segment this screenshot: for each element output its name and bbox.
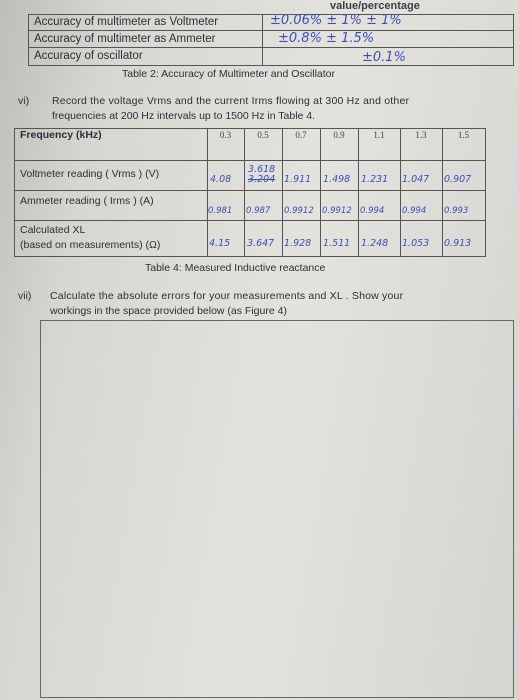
section-vi-instruction-line2: frequencies at 200 Hz intervals up to 1500 Hz in Table 4. [52,110,316,122]
calculated-xl-value: 1.053 [402,238,430,249]
table2-row-ammeter-label: Accuracy of multimeter as Ammeter [34,33,216,45]
table4-voltmeter-label: Voltmeter reading ( Vrms ) (V) [20,168,160,180]
voltmeter-value: 1.047 [402,174,430,185]
table2-row-oscillator-label: Accuracy of oscillator [34,50,143,62]
table4-caption: Table 4: Measured Inductive reactance [145,262,326,274]
frequency-value: 0.7 [295,130,307,140]
frequency-value: 0.9 [333,130,345,140]
frequency-value: 0.3 [219,130,232,140]
frequency-value: 1.5 [457,130,470,140]
voltmeter-value: 1.498 [323,174,351,185]
calculated-xl-value: 1.511 [323,238,351,249]
table4-calculated-sublabel: (based on measurements) (Ω) [20,239,161,251]
voltmeter-value: 3.618 [248,164,276,175]
ammeter-value: 0.994 [360,206,385,216]
calculated-xl-value: 1.248 [361,238,389,249]
calculated-xl-value: 3.647 [247,238,275,249]
ammeter-value: 0.994 [402,206,427,216]
table4-ammeter-label: Ammeter reading ( Irms ) (A) [20,195,154,207]
voltmeter-value: 4.08 [210,174,232,185]
calculated-xl-value: 4.15 [209,238,231,249]
section-vi-number: vi) [18,95,30,107]
calculated-xl-value: 1.928 [284,238,312,249]
ammeter-value: 0.9912 [284,206,314,216]
ammeter-value: 0.987 [246,206,271,216]
section-vii-number: vii) [18,290,32,302]
ammeter-value: 0.981 [208,206,233,216]
table4-calculated-label: Calculated XL [20,224,86,236]
table2-row-ammeter-value: ±0.8% ± 1.5% [278,31,375,46]
frequency-value: 1.1 [373,130,385,140]
section-vii-instruction-line1: Calculate the absolute errors for your measurements and XL . Show your [50,290,404,302]
voltmeter-value: 0.907 [444,174,472,185]
section-vii-instruction-line2: workings in the space provided below (as Figure 4) [50,305,287,317]
table2-caption: Table 2: Accuracy of Multimeter and Oscillator [122,68,336,80]
ammeter-value: 0.993 [444,206,469,216]
frequency-value: 0.5 [257,130,269,140]
voltmeter-value: 1.231 [361,174,389,185]
calculated-xl-value: 0.913 [444,238,472,249]
voltmeter-struck-value: 3.204 [248,174,276,185]
table4-frequency-label: Frequency (kHz) [20,129,102,141]
workings-answer-box[interactable] [40,320,514,698]
table2-row-oscillator-value: ±0.1% [362,50,406,65]
table2-header: value/percentage [330,0,420,12]
frequency-value: 1.3 [415,130,427,140]
table2-row-voltmeter-value: ±0.06% ± 1% ± 1% [270,13,402,28]
section-vi-instruction-line1: Record the voltage Vrms and the current Irms flowing at 300 Hz and other [52,95,410,107]
voltmeter-value: 1.911 [284,174,312,185]
ammeter-value: 0.9912 [322,206,352,216]
table2-row-voltmeter-label: Accuracy of multimeter as Voltmeter [34,16,219,28]
